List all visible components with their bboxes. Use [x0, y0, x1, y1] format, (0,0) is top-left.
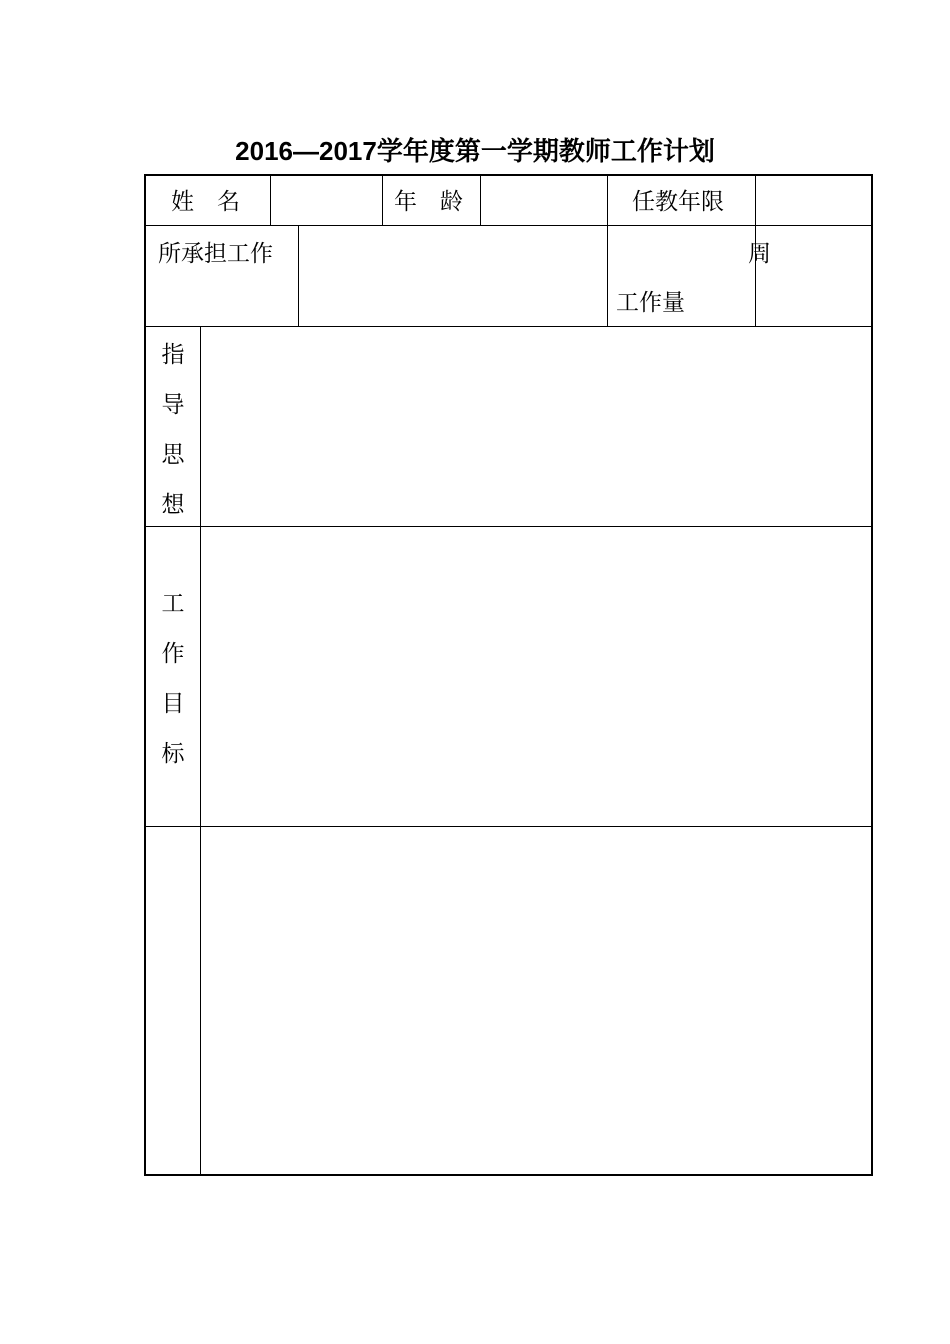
weekly-label-top: 周 [748, 241, 771, 267]
guiding-ideology-field[interactable] [201, 327, 870, 526]
guiding-ideology-label: 指 导 思 想 [161, 342, 185, 518]
page-title: 2016—2017学年度第一学期教师工作计划 [235, 136, 715, 166]
plan-form-table [144, 174, 873, 1176]
table-border-bottom [144, 1174, 873, 1176]
name-label: 姓 名 [171, 189, 240, 215]
age-field[interactable] [481, 176, 606, 225]
teaching-years-field[interactable] [756, 176, 870, 225]
work-goals-field[interactable] [201, 527, 870, 826]
row-divider [144, 225, 873, 226]
age-label: 年 龄 [394, 189, 463, 215]
work-goals-label: 工 作 目 标 [161, 591, 185, 767]
col-divider [382, 174, 383, 226]
section-three-field[interactable] [201, 827, 870, 1174]
name-field[interactable] [271, 176, 381, 225]
weekly-workload-field[interactable] [756, 227, 870, 326]
teaching-years-label: 任教年限 [632, 189, 724, 215]
duties-field[interactable] [299, 227, 606, 326]
table-border-right [871, 174, 873, 1176]
duties-label: 所承担工作 [158, 241, 273, 267]
weekly-label-bottom: 工作量 [616, 290, 685, 316]
col-divider [607, 174, 608, 327]
section-three-label [146, 827, 200, 1174]
